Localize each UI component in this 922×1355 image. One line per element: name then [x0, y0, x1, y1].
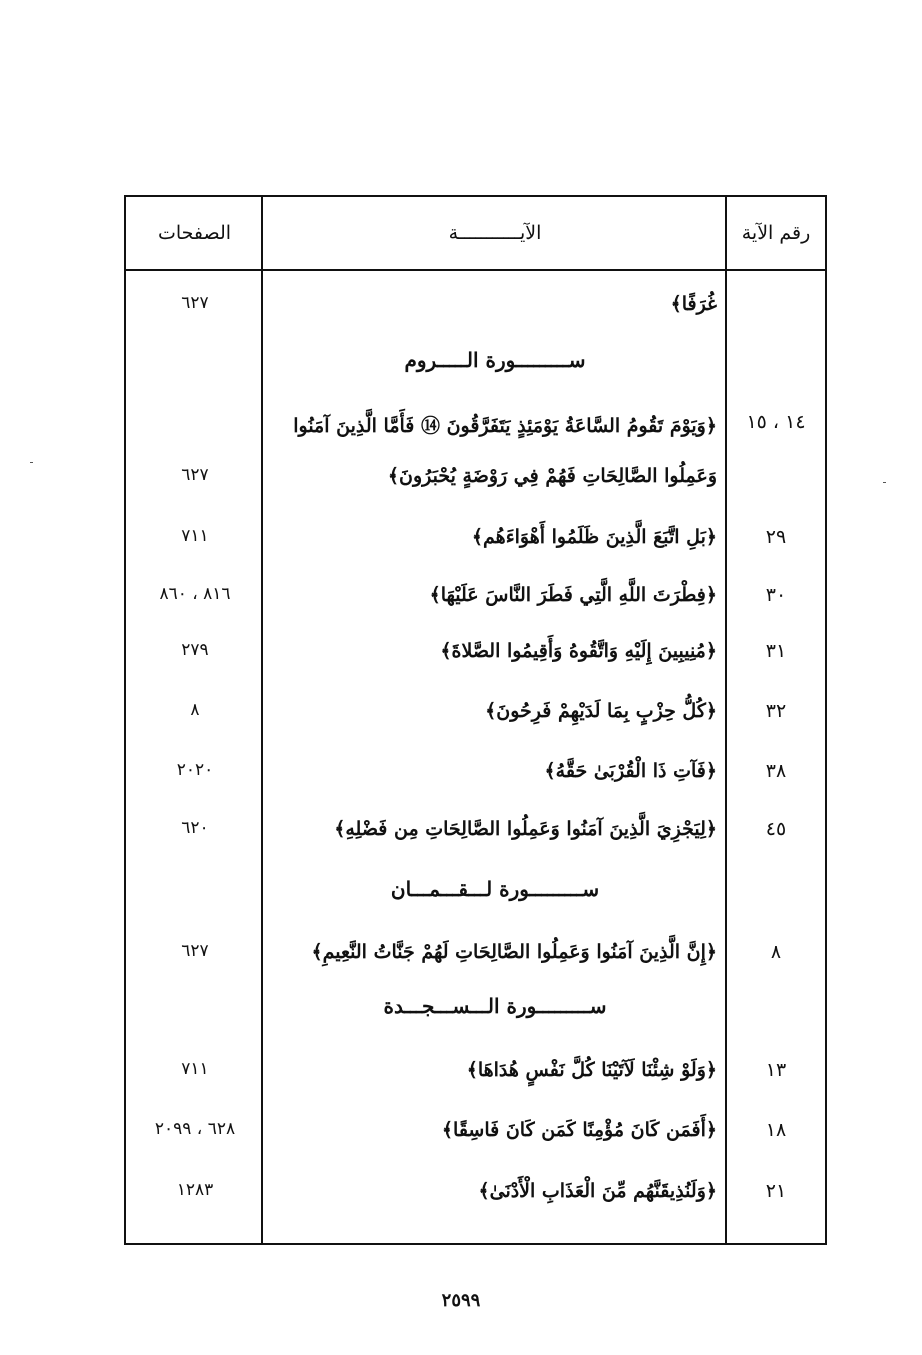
surah-heading: ســـــــــورة الـــســـجـــدة: [383, 994, 607, 1018]
scan-speck: [30, 462, 33, 463]
ayah-number: ٨: [770, 941, 782, 963]
ayah-number: ٣٨: [765, 760, 787, 782]
scan-speck: [883, 482, 886, 483]
page-refs: ١٢٨٣: [176, 1180, 214, 1200]
ayah-text: ﴿لِيَجْزِيَ الَّذِينَ آمَنُوا وَعَمِلُوا الصَّالِحَاتِ مِن فَضْلِهِ﴾: [334, 818, 717, 840]
page-refs: ٨: [190, 700, 200, 720]
page-refs: ٨١٦ ، ٨٦٠: [159, 584, 231, 604]
ayah-text: ﴿كُلُّ حِزْبٍ بِمَا لَدَيْهِمْ فَرِحُونَ﴾: [485, 700, 717, 722]
page-refs: ٢٧٩: [181, 640, 209, 660]
page-refs: ٧١١: [181, 526, 209, 546]
ayah-text: ﴿بَلِ اتَّبَعَ الَّذِينَ ظَلَمُوا أَهْوَاءَهُم﴾: [471, 526, 717, 548]
page-refs: ٢٠٢٠: [176, 760, 214, 780]
ayah-text: غُرَفًا﴾: [670, 293, 717, 315]
ayah-text: ﴿فَآتِ ذَا الْقُرْبَىٰ حَقَّهُ﴾: [544, 760, 717, 782]
page-refs: ٧١١: [181, 1059, 209, 1079]
ayah-number: ٢١: [765, 1180, 787, 1202]
ayah-number: ١٤ ، ١٥: [746, 411, 806, 433]
page-refs: ٦٢٧: [181, 293, 209, 313]
ayah-text: ﴿إِنَّ الَّذِينَ آمَنُوا وَعَمِلُوا الصَّالِحَاتِ لَهُمْ جَنَّاتُ النَّعِيمِ﴾: [311, 941, 717, 963]
header-pages: الصفحات: [157, 222, 232, 244]
page-refs: ٦٢٠: [181, 818, 209, 838]
surah-heading: ســـــــــورة الـــــروم: [404, 348, 586, 372]
ayah-text: ﴿أَفَمَن كَانَ مُؤْمِنًا كَمَن كَانَ فَاسِقًا﴾: [441, 1119, 717, 1141]
header-ayah-number: رقم الآية: [741, 222, 811, 244]
ayah-number: ٣١: [765, 640, 787, 662]
header-ayah: الآيـــــــــــة: [448, 222, 542, 244]
page-refs: ٦٢٧: [181, 465, 209, 485]
page-refs: ٦٢٨ ، ٢٠٩٩: [154, 1119, 236, 1139]
page-number: ٢٥٩٩: [441, 1290, 481, 1311]
header-divider: [126, 269, 825, 271]
ayah-text: ﴿وَلَنُذِيقَنَّهُم مِّنَ الْعَذَابِ الْأَدْنَىٰ﴾: [478, 1180, 717, 1202]
ayah-number: ٣٢: [765, 700, 787, 722]
page-refs: ٦٢٧: [181, 941, 209, 961]
surah-heading: ســـــــــورة لـــقـــمـــان: [390, 877, 600, 901]
ayah-number: ١٣: [765, 1059, 787, 1081]
ayah-text: ﴿مُنِيبِينَ إِلَيْهِ وَاتَّقُوهُ وَأَقِيمُوا الصَّلاةَ﴾: [440, 640, 717, 662]
index-table: [124, 195, 827, 1245]
ayah-text: وَعَمِلُوا الصَّالِحَاتِ فَهُمْ فِي رَوْضَةٍ يُحْبَرُونَ﴾: [387, 465, 717, 487]
ayah-number: ٣٠: [765, 584, 787, 606]
ayah-text: ﴿فِطْرَتَ اللَّهِ الَّتِي فَطَرَ النَّاسَ عَلَيْهَا﴾: [429, 584, 717, 606]
ayah-number: ١٨: [765, 1119, 787, 1141]
ayah-text: ﴿وَلَوْ شِئْنَا لَآتَيْنَا كُلَّ نَفْسٍ هُدَاهَا﴾: [466, 1059, 717, 1081]
ayah-number: ٢٩: [765, 526, 787, 548]
ayah-text: ﴿وَيَوْمَ تَقُومُ السَّاعَةُ يَوْمَئِذٍ يَتَفَرَّقُونَ ⑭ فَأَمَّا الَّذِينَ آمَنُوا: [293, 415, 717, 437]
ayah-number: ٤٥: [765, 818, 787, 840]
